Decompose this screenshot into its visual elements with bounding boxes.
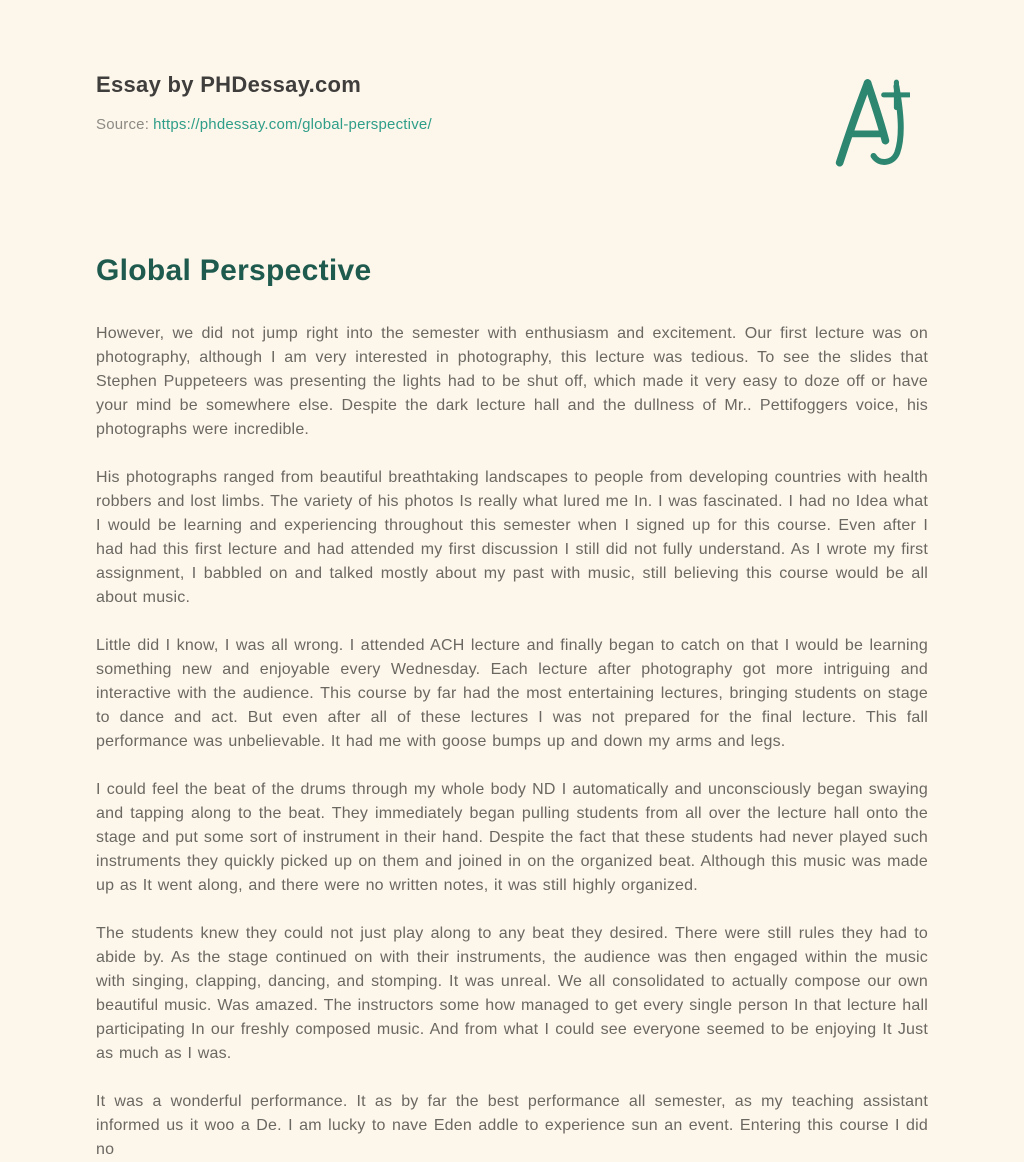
source-line — [96, 116, 432, 133]
essay-paragraph-4: I could feel the beat of the drums through my whole body ND I automatically and unconsciously began swaying and tapping along to the beat. They immediately began pulling students from all over the lecture hall onto the stage and put some sort of instrument in their hand. Despite the fact that these students had never played such instruments they quickly picked up on them and joined in on the organized beat. Although this music was made up as It went along, and there were no written notes, it was still highly organized. — [96, 781, 928, 894]
page-header — [96, 72, 928, 170]
essay-title: Global Perspective — [96, 254, 372, 287]
byline: Essay by PHDessay.com — [96, 72, 362, 97]
essay-paragraph-3: Little did I know, I was all wrong. I attended ACH lecture and finally began to catch on that I would be learning something new and enjoyable every Wednesday. Each lecture after photography got more intriguing and interactive with the audience. This course by far had the most entertaining lectures, bringing students on stage to dance and act. But even after all of these lectures I was not prepared for the final lecture. This fall performance was unbelievable. It had me with goose bumps up and down my arms and legs. — [96, 637, 928, 750]
essay-body — [96, 322, 928, 1162]
source-label: Source: — [96, 116, 150, 133]
source-link[interactable]: https://phdessay.com/global-perspective/ — [153, 116, 432, 133]
essay-paragraph-1: However, we did not jump right into the semester with enthusiasm and excitement. Our first lecture was on photography, although I am very interested in photography, this lecture was tedious. To see the slides that Stephen Puppeteers was presenting the lights had to be shut off, which made it very easy to doze off or have your mind be somewhere else. Despite the dark lecture hall and the dullness of Mr.. Pettifoggers voice, his photographs were incredible. — [96, 325, 928, 438]
essay-paragraph-6: It was a wonderful performance. It as by far the best performance all semester, as my teaching assistant informed us it woo a De. I am lucky to nave Eden addle to experience sun an event. Entering this course I did no — [96, 1093, 928, 1158]
essay-paragraph-5: The students knew they could not just play along to any beat they desired. There were still rules they had to abide by. As the stage continued on with their instruments, the audience was then engaged within the music with singing, clapping, dancing, and stomping. It was unreal. We all consolidated to actually compose our own beautiful music. Was amazed. The instructors some how managed to get every single person In that lecture hall participating In our freshly composed music. And from what I could see everyone seemed to be enjoying It Just as much as I was. — [96, 925, 928, 1062]
header-text-block — [96, 72, 432, 133]
phdessay-a-plus-logo-icon — [832, 74, 910, 170]
essay-paragraph-2: His photographs ranged from beautiful breathtaking landscapes to people from developing countries with health robbers and lost limbs. The variety of his photos Is really what lured me In. I was fascinated. I had no Idea what I would be learning and experiencing throughout this semester when I signed up for this course. Even after I had had this first lecture and had attended my first discussion I still did not fully understand. As I wrote my first assignment, I babbled on and talked mostly about my past with music, still believing this course would be all about music. — [96, 469, 928, 606]
